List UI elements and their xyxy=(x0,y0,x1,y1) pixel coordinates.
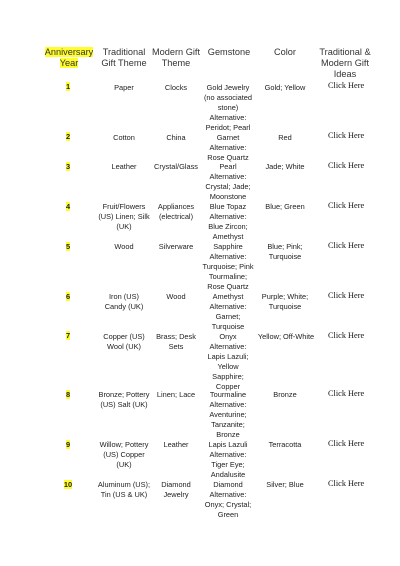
row-7-gemstone: Onyx Alternative: Lapis Lazuli; Yellow Sapphire; Copper xyxy=(207,332,249,391)
row-10-traditional: Aluminum (US); Tin (US & UK) xyxy=(97,480,151,499)
row-9-gemstone: Lapis Lazuli Alternative: Tiger Eye; Andalusite xyxy=(208,440,248,479)
row-3-traditional: Leather xyxy=(111,162,137,171)
row-7-click-here-link[interactable]: Click Here xyxy=(328,331,365,340)
row-4-click-here-link[interactable]: Click Here xyxy=(328,201,365,210)
row-9-click-here-link[interactable]: Click Here xyxy=(328,439,365,448)
row-3-color: Jade; White xyxy=(265,162,305,171)
row-1-modern: Clocks xyxy=(164,83,188,92)
row-6-year-value: 6 xyxy=(65,292,71,301)
row-4-year xyxy=(52,202,84,212)
row-5-color: Blue; Pink; Turquoise xyxy=(267,242,303,261)
row-2-click-here-link[interactable]: Click Here xyxy=(328,131,365,140)
row-5-traditional: Wood xyxy=(114,242,134,251)
row-2-year-value: 2 xyxy=(65,132,71,141)
header-anniversary: Anniversary xyxy=(44,47,94,57)
row-4-color: Blue; Green xyxy=(265,202,305,211)
row-10-year xyxy=(52,480,84,490)
row-9-modern: Leather xyxy=(163,440,189,449)
row-10-click-here-link[interactable]: Click Here xyxy=(328,479,365,488)
row-5-gemstone: Sapphire Alternative: Turquoise; Pink Tourmaline; Rose Quartz xyxy=(202,242,254,291)
row-1-traditional: Paper xyxy=(114,83,134,92)
row-9-year-value: 9 xyxy=(65,440,71,449)
row-8-modern: Linen; Lace xyxy=(156,390,196,399)
row-6-modern: Wood xyxy=(166,292,186,301)
row-3-modern: Crystal/Glass xyxy=(154,162,198,171)
row-1-gemstone: Gold Jewelry (no associated stone) Alternative: Peridot; Pearl xyxy=(203,83,253,132)
row-10-modern: Diamond Jewelry xyxy=(161,480,191,499)
row-7-color: Yellow; Off-White xyxy=(257,332,315,341)
row-2-traditional: Cotton xyxy=(113,133,135,142)
header-traditional-gift-theme: Traditional Gift Theme xyxy=(101,47,147,68)
row-2-gemstone: Garnet Alternative: Rose Quartz xyxy=(207,133,249,162)
row-9-traditional: Willow; Pottery (US) Copper (UK) xyxy=(99,440,149,469)
row-1-year xyxy=(52,82,84,92)
row-6-gemstone: Amethyst Alternative: Garnet; Turquoise xyxy=(209,292,247,331)
row-7-traditional: Copper (US) Wool (UK) xyxy=(103,332,145,351)
row-3-gemstone: Pearl Alternative: Crystal; Jade; Moonstone xyxy=(205,162,251,201)
header-year: Year xyxy=(59,58,79,68)
row-5-modern: Silverware xyxy=(158,242,194,251)
row-6-color: Purple; White; Turquoise xyxy=(261,292,309,311)
row-8-traditional: Bronze; Pottery (US) Salt (UK) xyxy=(98,390,150,409)
row-3-click-here-link[interactable]: Click Here xyxy=(328,161,365,170)
row-7-year xyxy=(52,331,84,341)
row-1-year-value: 1 xyxy=(65,82,71,91)
row-1-color: Gold; Yellow xyxy=(264,83,306,92)
row-4-modern: Appliances (electrical) xyxy=(157,202,195,221)
row-2-color: Red xyxy=(278,133,292,142)
row-10-color: Silver; Blue xyxy=(266,480,304,489)
row-8-click-here-link[interactable]: Click Here xyxy=(328,389,365,398)
header-gift-ideas: Traditional & Modern Gift Ideas xyxy=(319,47,371,79)
row-4-traditional: Fruit/Flowers (US) Linen; Silk (UK) xyxy=(98,202,150,231)
row-9-year xyxy=(52,440,84,450)
row-10-gemstone: Diamond Alternative: Onyx; Crystal; Green xyxy=(204,480,252,519)
header-color: Color xyxy=(274,47,296,57)
header-modern-gift-theme: Modern Gift Theme xyxy=(152,47,200,68)
row-5-year xyxy=(52,242,84,252)
row-1-click-here-link[interactable]: Click Here xyxy=(328,81,365,90)
row-7-year-value: 7 xyxy=(65,331,71,340)
row-6-year xyxy=(52,292,84,302)
row-5-year-value: 5 xyxy=(65,242,71,251)
row-3-year-value: 3 xyxy=(65,162,71,171)
row-9-color: Terracotta xyxy=(268,440,302,449)
row-8-color: Bronze xyxy=(273,390,297,399)
row-6-traditional: Iron (US) Candy (UK) xyxy=(104,292,144,311)
row-2-modern: China xyxy=(166,133,186,142)
row-4-year-value: 4 xyxy=(65,202,71,211)
row-6-click-here-link[interactable]: Click Here xyxy=(328,291,365,300)
row-7-modern: Brass; Desk Sets xyxy=(156,332,196,351)
row-8-year xyxy=(52,390,84,400)
row-10-year-value: 10 xyxy=(63,480,73,489)
row-8-gemstone: Tourmaline Alternative: Aventurine; Tanzanite; Bronze xyxy=(209,390,247,439)
header-gemstone: Gemstone xyxy=(207,47,251,57)
header-anniversary-year xyxy=(40,47,98,69)
row-2-year xyxy=(52,132,84,142)
row-5-click-here-link[interactable]: Click Here xyxy=(328,241,365,250)
row-4-gemstone: Blue Topaz Alternative: Blue Zircon; Amethyst xyxy=(208,202,248,241)
row-8-year-value: 8 xyxy=(65,390,71,399)
row-3-year xyxy=(52,162,84,172)
